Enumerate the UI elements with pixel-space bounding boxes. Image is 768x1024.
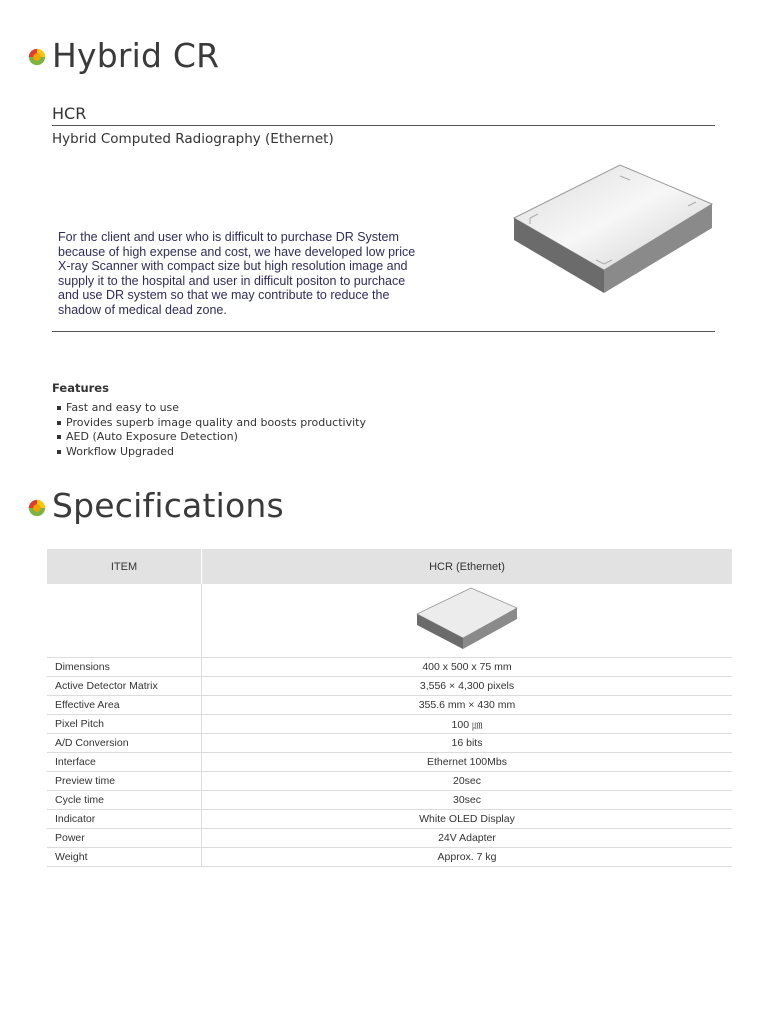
product-image-small: [415, 586, 519, 652]
header-divider: [52, 125, 715, 126]
brand-logo-icon: [28, 499, 46, 517]
features-title: Features: [52, 381, 109, 395]
product-description: For the client and user who is difficult to purchase DR System because of high expense and cost, we have developed low price X-ray Scanner with compact size but high resolution image and supply it to the hospital and user in difficult positon to purchace and use DR system so that we may contribute to reduce the shadow of medical dead zone.: [58, 230, 416, 317]
table-row: A/D Conversion 16 bits: [47, 734, 732, 753]
table-row: Preview time 20sec: [47, 772, 732, 791]
feature-item: Provides superb image quality and boosts productivity: [57, 416, 366, 431]
feature-item: Fast and easy to use: [57, 401, 366, 416]
table-row: Power 24V Adapter: [47, 829, 732, 848]
table-row: Active Detector Matrix 3,556 × 4,300 pixels: [47, 677, 732, 696]
table-row: Cycle time 30sec: [47, 791, 732, 810]
feature-item: AED (Auto Exposure Detection): [57, 430, 366, 445]
col-header-model: HCR (Ethernet): [202, 549, 733, 584]
spec-table: [47, 549, 732, 867]
feature-item: Workflow Upgraded: [57, 445, 366, 460]
table-row: Weight Approx. 7 kg: [47, 848, 732, 867]
brand-logo-icon: [28, 48, 46, 66]
table-row: Dimensions 400 x 500 x 75 mm: [47, 658, 732, 677]
table-row: Pixel Pitch 100 ㎛: [47, 715, 732, 734]
product-image-large: [508, 160, 718, 300]
intro-divider: [52, 331, 715, 332]
table-header-row: [47, 549, 732, 584]
table-row: Indicator White OLED Display: [47, 810, 732, 829]
table-row-image: [47, 584, 732, 658]
col-header-item: ITEM: [47, 549, 202, 584]
features-list: [57, 401, 366, 459]
specifications-title: Specifications: [52, 486, 284, 525]
model-subtitle: Hybrid Computed Radiography (Ethernet): [52, 131, 334, 147]
table-row: Effective Area 355.6 mm × 430 mm: [47, 696, 732, 715]
page-title: Hybrid CR: [52, 36, 220, 75]
model-name: HCR: [52, 104, 87, 123]
table-row: Interface Ethernet 100Mbs: [47, 753, 732, 772]
